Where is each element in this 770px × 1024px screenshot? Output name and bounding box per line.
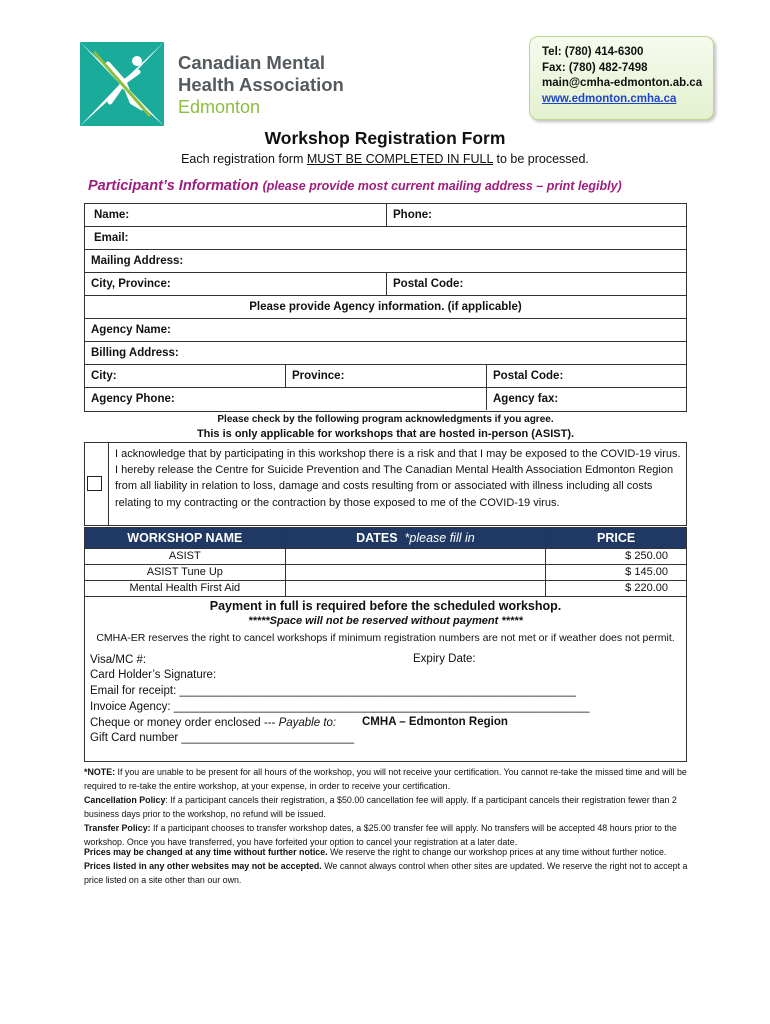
row-email bbox=[85, 227, 686, 250]
workshop-date-input[interactable] bbox=[285, 565, 546, 581]
ack-heading-line1: Please check by the following program acknowledgments if you agree. bbox=[217, 414, 554, 425]
dates-header bbox=[285, 528, 546, 549]
participant-heading-text: Participant’s Information bbox=[88, 178, 259, 194]
transfer-text: If a participant chooses to transfer workshop dates, a $25.00 transfer fee will apply. No transfers will be accepted 48 hours prior to the workshop. Once you have transferred, you have forfeited your option to cancel your registration at a later date. bbox=[84, 823, 677, 847]
workshop-name: ASIST Tune Up bbox=[85, 565, 286, 581]
payment-warning: *****Space will not be reserved without payment ***** bbox=[248, 615, 523, 627]
mailing-address-field[interactable]: Mailing Address: bbox=[91, 255, 184, 267]
workshop-table bbox=[84, 527, 687, 597]
cmha-logo-icon bbox=[80, 42, 164, 126]
workshop-table-header bbox=[85, 528, 687, 549]
organization-name bbox=[178, 52, 344, 118]
org-name-line1: Canadian Mental bbox=[178, 52, 325, 73]
workshop-price: $ 145.00 bbox=[546, 565, 687, 581]
email-receipt-field[interactable]: Email for receipt: ______________________________________________________________ bbox=[90, 685, 577, 697]
listed-text: We cannot always control when other sites are updated. We reserve the right not to accept a price listed on a site other than our own. bbox=[84, 861, 688, 885]
gift-card-field[interactable]: Gift Card number ___________________________ bbox=[90, 732, 355, 744]
billing-address-field[interactable]: Billing Address: bbox=[91, 347, 179, 359]
form-subtitle bbox=[0, 152, 770, 166]
acknowledgment-heading bbox=[84, 412, 687, 442]
listed-label: Prices listed in any other websites may not be accepted. bbox=[84, 861, 322, 871]
payment-title: Payment in full is required before the scheduled workshop. bbox=[209, 599, 562, 613]
workshop-name-header: WORKSHOP NAME bbox=[85, 528, 286, 549]
card-holder-signature-field[interactable]: Card Holder’s Signature: bbox=[90, 669, 217, 681]
cancellation-label: Cancellation Policy bbox=[84, 795, 166, 805]
acknowledgment-text: I acknowledge that by participating in this workshop there is a risk and that I may be exposed to the COVID-19 virus. I hereby release the Centre for Suicide Prevention and The Canadian Mental Health Association Edmonton Region from all liability in relation to loss, damage and costs resulting from or associated with illness including all costs relating to my contracting or the contraction by those exposed to me of the COVID-19 virus. bbox=[115, 448, 681, 509]
name-field[interactable]: Name: bbox=[94, 209, 130, 221]
org-name-line2: Health Association bbox=[178, 74, 344, 95]
subtitle-emphasis: MUST BE COMPLETED IN FULL bbox=[306, 152, 493, 166]
payable-to-value: CMHA – Edmonton Region bbox=[362, 716, 508, 728]
row-city-province-postal bbox=[85, 365, 686, 388]
workshop-name: ASIST bbox=[85, 549, 286, 565]
dates-header-note: *please fill in bbox=[404, 531, 475, 545]
table-row bbox=[85, 549, 687, 565]
invoice-agency-field[interactable]: Invoice Agency: _________________________________________________________________ bbox=[90, 701, 590, 713]
form-title: Workshop Registration Form bbox=[264, 128, 506, 148]
cancellation-text: : If a participant cancels their registration, a $50.00 cancellation fee will apply. If a participant cancels their registration fewer than 2 business days prior to the workshop, no refund will be issued. bbox=[84, 795, 677, 819]
contact-email[interactable]: main@cmha-edmonton.ab.ca bbox=[542, 77, 703, 89]
cheque-line bbox=[90, 716, 336, 732]
contact-info-box bbox=[529, 36, 714, 120]
contact-fax: Fax: (780) 482-7498 bbox=[542, 61, 648, 74]
table-row bbox=[85, 565, 687, 581]
row-mailing bbox=[85, 250, 686, 273]
agency-postal-field[interactable]: Postal Code: bbox=[486, 365, 686, 387]
dates-header-label: DATES bbox=[356, 531, 398, 545]
row-agency-name bbox=[85, 319, 686, 342]
workshop-price: $ 220.00 bbox=[546, 581, 687, 597]
price-header: PRICE bbox=[546, 528, 687, 549]
participant-info-table bbox=[84, 203, 687, 412]
prices-policy bbox=[84, 845, 692, 887]
row-billing bbox=[85, 342, 686, 365]
payment-cancel-note: CMHA-ER reserves the right to cancel workshops if minimum registration numbers are not met or if weather does not permit. bbox=[96, 632, 675, 644]
prices-label: Prices may be changed at any time without further notice. bbox=[84, 847, 328, 857]
row-city-postal bbox=[85, 273, 686, 296]
phone-field[interactable]: Phone: bbox=[386, 204, 686, 226]
ack-heading-line2: This is only applicable for workshops that are hosted in-person (ASIST). bbox=[196, 428, 575, 440]
participant-heading-note: (please provide most current mailing address – print legibly) bbox=[262, 179, 622, 193]
city-province-field[interactable]: City, Province: bbox=[91, 278, 171, 290]
note-label: *NOTE: bbox=[84, 767, 116, 777]
covid-acknowledgment-checkbox[interactable] bbox=[87, 476, 102, 491]
participant-section-heading bbox=[88, 178, 622, 194]
agency-fax-field[interactable]: Agency fax: bbox=[486, 388, 686, 410]
agency-name-field[interactable]: Agency Name: bbox=[91, 324, 171, 336]
email-field[interactable]: Email: bbox=[94, 232, 129, 244]
cancellation-policy bbox=[84, 793, 692, 821]
prices-text: We reserve the right to change our workshop prices at any time without further notice. bbox=[327, 847, 667, 857]
contact-website-link[interactable]: www.edmonton.cmha.ca bbox=[542, 92, 677, 105]
note-text: If you are unable to be present for all hours of the workshop, you will not receive your certification. You cannot re-take the missed time and will be required to re-take the entire workshop, at your expense, in order to receive your certification. bbox=[84, 767, 687, 791]
row-name-phone bbox=[85, 204, 686, 227]
payable-to-label: Payable to: bbox=[278, 717, 337, 729]
workshop-price: $ 250.00 bbox=[546, 549, 687, 565]
contact-tel: Tel: (780) 414-6300 bbox=[542, 46, 644, 58]
agency-province-field[interactable]: Province: bbox=[285, 365, 485, 387]
subtitle-after: to be processed. bbox=[493, 152, 589, 166]
workshop-date-input[interactable] bbox=[285, 549, 546, 565]
workshop-name: Mental Health First Aid bbox=[85, 581, 286, 597]
postal-code-field[interactable]: Postal Code: bbox=[386, 273, 686, 295]
row-agency-phone-fax bbox=[85, 388, 686, 411]
row-agency-prompt bbox=[85, 296, 686, 319]
agency-city-field[interactable]: City: bbox=[91, 370, 117, 382]
visa-mc-field[interactable]: Visa/MC #: bbox=[90, 654, 147, 666]
agency-prompt: Please provide Agency information. (if applicable) bbox=[249, 301, 522, 313]
cheque-label: Cheque or money order enclosed --- bbox=[90, 717, 279, 729]
transfer-label: Transfer Policy: bbox=[84, 823, 151, 833]
agency-phone-field[interactable]: Agency Phone: bbox=[91, 393, 175, 405]
subtitle-before: Each registration form bbox=[181, 152, 307, 166]
expiry-date-field[interactable]: Expiry Date: bbox=[413, 653, 476, 665]
org-name-line3: Edmonton bbox=[178, 97, 261, 117]
note-paragraph bbox=[84, 765, 692, 793]
ack-divider bbox=[108, 442, 109, 526]
